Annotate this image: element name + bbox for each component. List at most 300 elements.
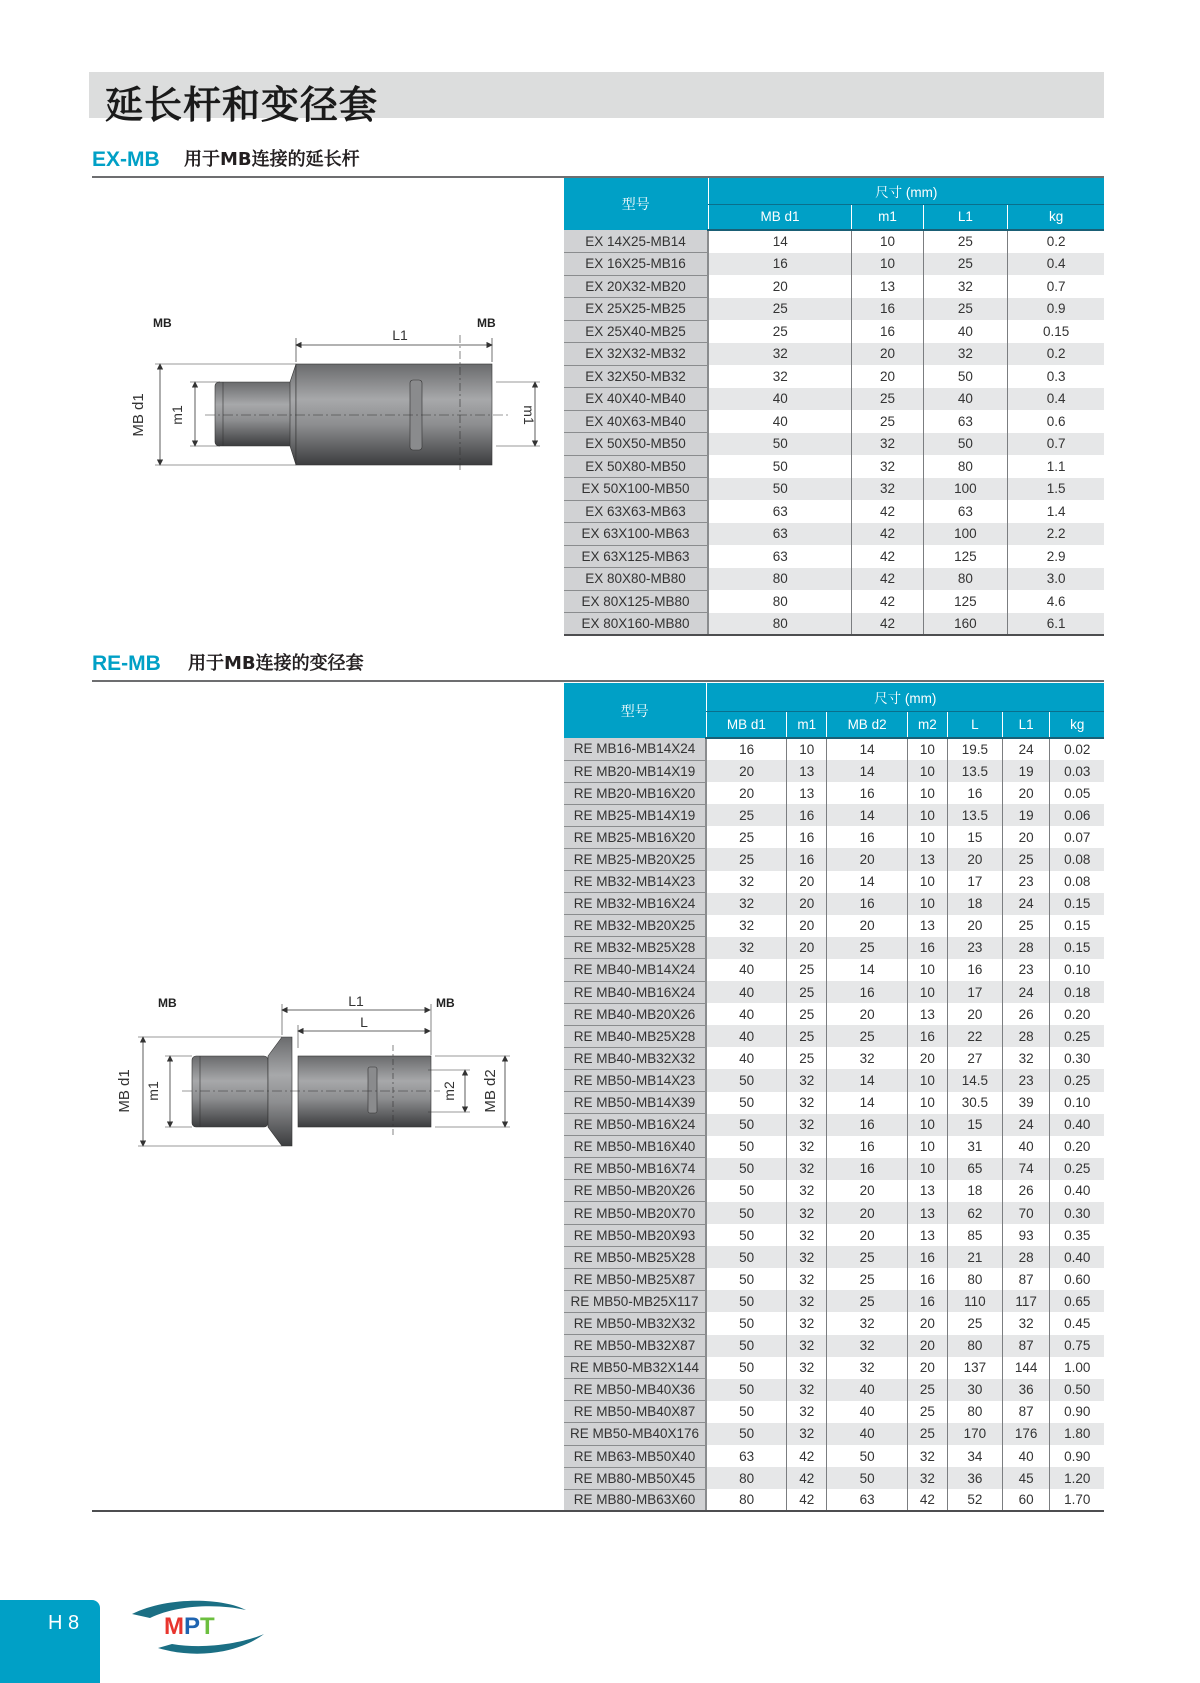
model-cell: RE MB20-MB14X19	[564, 760, 706, 782]
value-cell: 32	[907, 1445, 947, 1467]
value-cell: 32	[787, 1312, 827, 1334]
value-cell: 50	[706, 1069, 787, 1091]
value-cell: 50	[708, 455, 852, 478]
dim-l: L	[360, 1014, 368, 1030]
value-cell: 20	[907, 1357, 947, 1379]
ex-mb-technical-drawing	[110, 300, 550, 480]
value-cell: 32	[923, 343, 1008, 366]
value-cell: 32	[1002, 1047, 1049, 1069]
value-cell: 25	[827, 1246, 908, 1268]
value-cell: 14	[827, 804, 908, 826]
table-row	[564, 871, 1104, 893]
column-header: L	[947, 711, 1002, 738]
model-cell: RE MB25-MB16X20	[564, 826, 706, 848]
ex-mb-spec-table	[564, 178, 1104, 636]
value-cell: 50	[706, 1180, 787, 1202]
value-cell: 50	[706, 1357, 787, 1379]
value-cell: 32	[852, 478, 923, 501]
value-cell: 13	[907, 1202, 947, 1224]
value-cell: 32	[787, 1357, 827, 1379]
value-cell: 40	[1002, 1445, 1049, 1467]
value-cell: 32	[852, 433, 923, 456]
value-cell: 36	[947, 1467, 1002, 1489]
value-cell: 0.06	[1050, 804, 1104, 826]
value-cell: 50	[708, 478, 852, 501]
value-cell: 25	[787, 981, 827, 1003]
value-cell: 63	[706, 1445, 787, 1467]
model-cell: EX 20X32-MB20	[564, 275, 708, 298]
value-cell: 0.25	[1050, 1158, 1104, 1180]
value-cell: 0.05	[1050, 782, 1104, 804]
value-cell: 10	[907, 760, 947, 782]
model-cell: RE MB50-MB40X87	[564, 1401, 706, 1423]
model-cell: RE MB25-MB20X25	[564, 848, 706, 870]
value-cell: 0.6	[1008, 410, 1104, 433]
value-cell: 0.10	[1050, 1092, 1104, 1114]
value-cell: 25	[923, 230, 1008, 253]
model-cell: RE MB50-MB16X40	[564, 1136, 706, 1158]
value-cell: 10	[907, 959, 947, 981]
value-cell: 0.18	[1050, 981, 1104, 1003]
value-cell: 0.15	[1050, 915, 1104, 937]
value-cell: 25	[907, 1379, 947, 1401]
value-cell: 176	[1002, 1423, 1049, 1445]
value-cell: 87	[1002, 1335, 1049, 1357]
value-cell: 0.2	[1008, 230, 1104, 253]
value-cell: 25	[827, 1025, 908, 1047]
value-cell: 20	[706, 782, 787, 804]
value-cell: 16	[947, 959, 1002, 981]
value-cell: 32	[706, 871, 787, 893]
value-cell: 0.4	[1008, 388, 1104, 411]
section-description: 用于MB连接的延长杆	[184, 149, 360, 170]
value-cell: 0.25	[1050, 1025, 1104, 1047]
model-cell: EX 50X80-MB50	[564, 455, 708, 478]
value-cell: 25	[787, 959, 827, 981]
value-cell: 0.40	[1050, 1114, 1104, 1136]
value-cell: 1.5	[1008, 478, 1104, 501]
table-row	[564, 1069, 1104, 1091]
value-cell: 32	[852, 455, 923, 478]
value-cell: 40	[923, 388, 1008, 411]
value-cell: 16	[852, 298, 923, 321]
table-row	[564, 568, 1104, 591]
value-cell: 10	[907, 738, 947, 760]
value-cell: 32	[787, 1290, 827, 1312]
value-cell: 30	[947, 1379, 1002, 1401]
value-cell: 17	[947, 871, 1002, 893]
value-cell: 10	[852, 230, 923, 253]
model-cell: RE MB16-MB14X24	[564, 738, 706, 760]
value-cell: 70	[1002, 1202, 1049, 1224]
label-mb-left: MB	[158, 996, 177, 1010]
value-cell: 1.1	[1008, 455, 1104, 478]
value-cell: 32	[706, 915, 787, 937]
column-header: L1	[1002, 711, 1049, 738]
value-cell: 10	[907, 804, 947, 826]
value-cell: 0.20	[1050, 1136, 1104, 1158]
value-cell: 13	[907, 848, 947, 870]
value-cell: 26	[1002, 1003, 1049, 1025]
value-cell: 25	[706, 826, 787, 848]
value-cell: 80	[708, 590, 852, 613]
value-cell: 25	[706, 804, 787, 826]
table-row	[564, 1489, 1104, 1511]
value-cell: 0.60	[1050, 1268, 1104, 1290]
value-cell: 1.80	[1050, 1423, 1104, 1445]
value-cell: 14	[827, 959, 908, 981]
value-cell: 32	[827, 1312, 908, 1334]
value-cell: 160	[923, 613, 1008, 636]
value-cell: 24	[1002, 893, 1049, 915]
value-cell: 10	[787, 738, 827, 760]
value-cell: 63	[923, 500, 1008, 523]
value-cell: 32	[706, 937, 787, 959]
value-cell: 13.5	[947, 804, 1002, 826]
value-cell: 20	[852, 365, 923, 388]
value-cell: 0.08	[1050, 848, 1104, 870]
column-header: m2	[907, 711, 947, 738]
value-cell: 2.9	[1008, 545, 1104, 568]
value-cell: 0.50	[1050, 1379, 1104, 1401]
value-cell: 23	[1002, 1069, 1049, 1091]
table-row	[564, 1335, 1104, 1357]
value-cell: 42	[852, 613, 923, 636]
value-cell: 25	[787, 1025, 827, 1047]
column-header: MB d1	[706, 711, 787, 738]
model-cell: RE MB32-MB14X23	[564, 871, 706, 893]
value-cell: 20	[827, 915, 908, 937]
value-cell: 32	[787, 1092, 827, 1114]
value-cell: 30.5	[947, 1092, 1002, 1114]
table-row	[564, 523, 1104, 546]
table-row	[564, 848, 1104, 870]
value-cell: 16	[787, 848, 827, 870]
value-cell: 16	[827, 893, 908, 915]
value-cell: 21	[947, 1246, 1002, 1268]
value-cell: 25	[947, 1312, 1002, 1334]
value-cell: 40	[706, 1003, 787, 1025]
dim-m1-right: m1	[521, 405, 537, 425]
value-cell: 0.15	[1050, 893, 1104, 915]
table-row	[564, 298, 1104, 321]
value-cell: 32	[787, 1268, 827, 1290]
value-cell: 50	[827, 1445, 908, 1467]
value-cell: 10	[907, 782, 947, 804]
value-cell: 19	[1002, 804, 1049, 826]
value-cell: 42	[787, 1445, 827, 1467]
value-cell: 14.5	[947, 1069, 1002, 1091]
value-cell: 20	[827, 1180, 908, 1202]
value-cell: 10	[907, 1069, 947, 1091]
value-cell: 23	[947, 937, 1002, 959]
model-cell: EX 63X125-MB63	[564, 545, 708, 568]
value-cell: 16	[827, 981, 908, 1003]
table-row	[564, 433, 1104, 456]
value-cell: 32	[706, 893, 787, 915]
section-heading-ex-mb	[92, 148, 1104, 178]
table-row	[564, 545, 1104, 568]
value-cell: 25	[923, 298, 1008, 321]
value-cell: 16	[907, 1290, 947, 1312]
value-cell: 42	[852, 545, 923, 568]
value-cell: 100	[923, 478, 1008, 501]
value-cell: 50	[706, 1158, 787, 1180]
model-cell: RE MB50-MB40X176	[564, 1423, 706, 1445]
value-cell: 20	[1002, 782, 1049, 804]
value-cell: 10	[907, 871, 947, 893]
section-code: RE-MB	[92, 652, 161, 675]
value-cell: 10	[907, 826, 947, 848]
model-cell: RE MB40-MB16X24	[564, 981, 706, 1003]
value-cell: 0.25	[1050, 1069, 1104, 1091]
value-cell: 32	[708, 343, 852, 366]
page-title: 延长杆和变径套	[105, 83, 379, 127]
value-cell: 52	[947, 1489, 1002, 1511]
table-row	[564, 1445, 1104, 1467]
model-cell: EX 25X25-MB25	[564, 298, 708, 321]
value-cell: 16	[907, 1025, 947, 1047]
model-cell: EX 16X25-MB16	[564, 253, 708, 276]
value-cell: 16	[907, 937, 947, 959]
value-cell: 20	[827, 1003, 908, 1025]
value-cell: 0.2	[1008, 343, 1104, 366]
table-row	[564, 959, 1104, 981]
model-cell: RE MB32-MB25X28	[564, 937, 706, 959]
value-cell: 144	[1002, 1357, 1049, 1379]
value-cell: 10	[852, 253, 923, 276]
model-cell: RE MB32-MB16X24	[564, 893, 706, 915]
value-cell: 24	[1002, 738, 1049, 760]
model-cell: RE MB32-MB20X25	[564, 915, 706, 937]
model-cell: RE MB63-MB50X40	[564, 1445, 706, 1467]
value-cell: 34	[947, 1445, 1002, 1467]
value-cell: 100	[923, 523, 1008, 546]
value-cell: 0.90	[1050, 1401, 1104, 1423]
value-cell: 42	[787, 1489, 827, 1511]
table-row	[564, 320, 1104, 343]
page-title-bar	[89, 72, 1104, 127]
model-cell: RE MB50-MB20X70	[564, 1202, 706, 1224]
re-mb-spec-table	[564, 683, 1104, 1512]
table-row	[564, 1224, 1104, 1246]
value-cell: 20	[827, 1224, 908, 1246]
value-cell: 50	[923, 365, 1008, 388]
table-row	[564, 1047, 1104, 1069]
value-cell: 10	[907, 893, 947, 915]
value-cell: 28	[1002, 1025, 1049, 1047]
table-row	[564, 804, 1104, 826]
value-cell: 16	[787, 804, 827, 826]
value-cell: 10	[907, 981, 947, 1003]
value-cell: 20	[787, 915, 827, 937]
value-cell: 25	[852, 388, 923, 411]
value-cell: 32	[787, 1246, 827, 1268]
value-cell: 63	[923, 410, 1008, 433]
value-cell: 13.5	[947, 760, 1002, 782]
value-cell: 25	[827, 1290, 908, 1312]
value-cell: 0.7	[1008, 275, 1104, 298]
table-row	[564, 500, 1104, 523]
value-cell: 42	[787, 1467, 827, 1489]
model-cell: RE MB25-MB14X19	[564, 804, 706, 826]
value-cell: 42	[852, 523, 923, 546]
value-cell: 16	[827, 782, 908, 804]
model-cell: RE MB50-MB25X87	[564, 1268, 706, 1290]
table-row	[564, 343, 1104, 366]
value-cell: 13	[852, 275, 923, 298]
value-cell: 16	[947, 782, 1002, 804]
value-cell: 110	[947, 1290, 1002, 1312]
value-cell: 50	[706, 1092, 787, 1114]
value-cell: 40	[708, 388, 852, 411]
model-cell: EX 50X100-MB50	[564, 478, 708, 501]
model-cell: EX 32X50-MB32	[564, 365, 708, 388]
table-row	[564, 1312, 1104, 1334]
table-row	[564, 1246, 1104, 1268]
model-cell: RE MB20-MB16X20	[564, 782, 706, 804]
model-cell: RE MB50-MB20X93	[564, 1224, 706, 1246]
value-cell: 32	[787, 1158, 827, 1180]
value-cell: 16	[827, 1114, 908, 1136]
table-row	[564, 275, 1104, 298]
value-cell: 32	[787, 1180, 827, 1202]
value-cell: 117	[1002, 1290, 1049, 1312]
column-header: kg	[1008, 204, 1104, 230]
value-cell: 0.07	[1050, 826, 1104, 848]
value-cell: 50	[706, 1379, 787, 1401]
value-cell: 50	[706, 1114, 787, 1136]
value-cell: 25	[827, 937, 908, 959]
model-cell: EX 63X100-MB63	[564, 523, 708, 546]
section-code: EX-MB	[92, 148, 160, 171]
value-cell: 22	[947, 1025, 1002, 1047]
value-cell: 80	[706, 1489, 787, 1511]
value-cell: 62	[947, 1202, 1002, 1224]
value-cell: 0.45	[1050, 1312, 1104, 1334]
dimension-group-header: 尺寸 (mm)	[708, 178, 1104, 204]
model-cell: RE MB50-MB20X26	[564, 1180, 706, 1202]
column-header: MB d2	[827, 711, 908, 738]
value-cell: 20	[907, 1312, 947, 1334]
value-cell: 40	[706, 1025, 787, 1047]
value-cell: 25	[1002, 848, 1049, 870]
value-cell: 0.65	[1050, 1290, 1104, 1312]
value-cell: 10	[907, 1158, 947, 1180]
value-cell: 74	[1002, 1158, 1049, 1180]
table-row	[564, 1158, 1104, 1180]
model-cell: RE MB50-MB32X32	[564, 1312, 706, 1334]
table-row	[564, 1136, 1104, 1158]
value-cell: 20	[907, 1047, 947, 1069]
value-cell: 80	[947, 1268, 1002, 1290]
value-cell: 0.35	[1050, 1224, 1104, 1246]
model-cell: RE MB40-MB32X32	[564, 1047, 706, 1069]
value-cell: 50	[706, 1202, 787, 1224]
value-cell: 14	[827, 1092, 908, 1114]
model-cell: EX 32X32-MB32	[564, 343, 708, 366]
value-cell: 80	[708, 568, 852, 591]
table-row	[564, 826, 1104, 848]
value-cell: 0.7	[1008, 433, 1104, 456]
value-cell: 63	[708, 500, 852, 523]
table-row	[564, 478, 1104, 501]
value-cell: 32	[787, 1114, 827, 1136]
value-cell: 80	[706, 1467, 787, 1489]
table-row	[564, 1025, 1104, 1047]
column-header: m1	[852, 204, 923, 230]
value-cell: 32	[1002, 1312, 1049, 1334]
value-cell: 24	[1002, 981, 1049, 1003]
table-row	[564, 253, 1104, 276]
value-cell: 50	[706, 1312, 787, 1334]
value-cell: 0.02	[1050, 738, 1104, 760]
value-cell: 40	[827, 1423, 908, 1445]
value-cell: 20	[787, 871, 827, 893]
value-cell: 16	[706, 738, 787, 760]
value-cell: 32	[907, 1467, 947, 1489]
value-cell: 16	[787, 826, 827, 848]
dim-m2: m2	[441, 1081, 457, 1101]
value-cell: 14	[827, 871, 908, 893]
value-cell: 16	[827, 1158, 908, 1180]
dim-l1: L1	[392, 327, 408, 343]
value-cell: 63	[708, 523, 852, 546]
value-cell: 0.10	[1050, 959, 1104, 981]
table-row	[564, 782, 1104, 804]
value-cell: 16	[827, 1136, 908, 1158]
value-cell: 50	[706, 1290, 787, 1312]
table-row	[564, 1357, 1104, 1379]
table-row	[564, 388, 1104, 411]
value-cell: 50	[706, 1401, 787, 1423]
table-row	[564, 937, 1104, 959]
value-cell: 10	[907, 1114, 947, 1136]
table-row	[564, 1003, 1104, 1025]
value-cell: 50	[706, 1335, 787, 1357]
table-row	[564, 410, 1104, 433]
value-cell: 0.08	[1050, 871, 1104, 893]
model-cell: EX 40X63-MB40	[564, 410, 708, 433]
value-cell: 40	[706, 959, 787, 981]
value-cell: 40	[923, 320, 1008, 343]
table-row	[564, 738, 1104, 760]
value-cell: 87	[1002, 1401, 1049, 1423]
value-cell: 20	[852, 343, 923, 366]
table-row	[564, 1092, 1104, 1114]
value-cell: 16	[852, 320, 923, 343]
value-cell: 13	[907, 1180, 947, 1202]
value-cell: 63	[708, 545, 852, 568]
model-cell: EX 25X40-MB25	[564, 320, 708, 343]
value-cell: 40	[827, 1401, 908, 1423]
re-mb-technical-drawing	[110, 990, 530, 1170]
value-cell: 32	[787, 1069, 827, 1091]
model-cell: RE MB80-MB50X45	[564, 1467, 706, 1489]
table-row	[564, 1467, 1104, 1489]
value-cell: 1.00	[1050, 1357, 1104, 1379]
value-cell: 50	[706, 1136, 787, 1158]
value-cell: 25	[787, 1047, 827, 1069]
value-cell: 25	[827, 1268, 908, 1290]
model-cell: RE MB40-MB20X26	[564, 1003, 706, 1025]
value-cell: 80	[708, 613, 852, 636]
table-row	[564, 760, 1104, 782]
value-cell: 4.6	[1008, 590, 1104, 613]
table-row	[564, 915, 1104, 937]
value-cell: 32	[827, 1047, 908, 1069]
value-cell: 10	[907, 1092, 947, 1114]
